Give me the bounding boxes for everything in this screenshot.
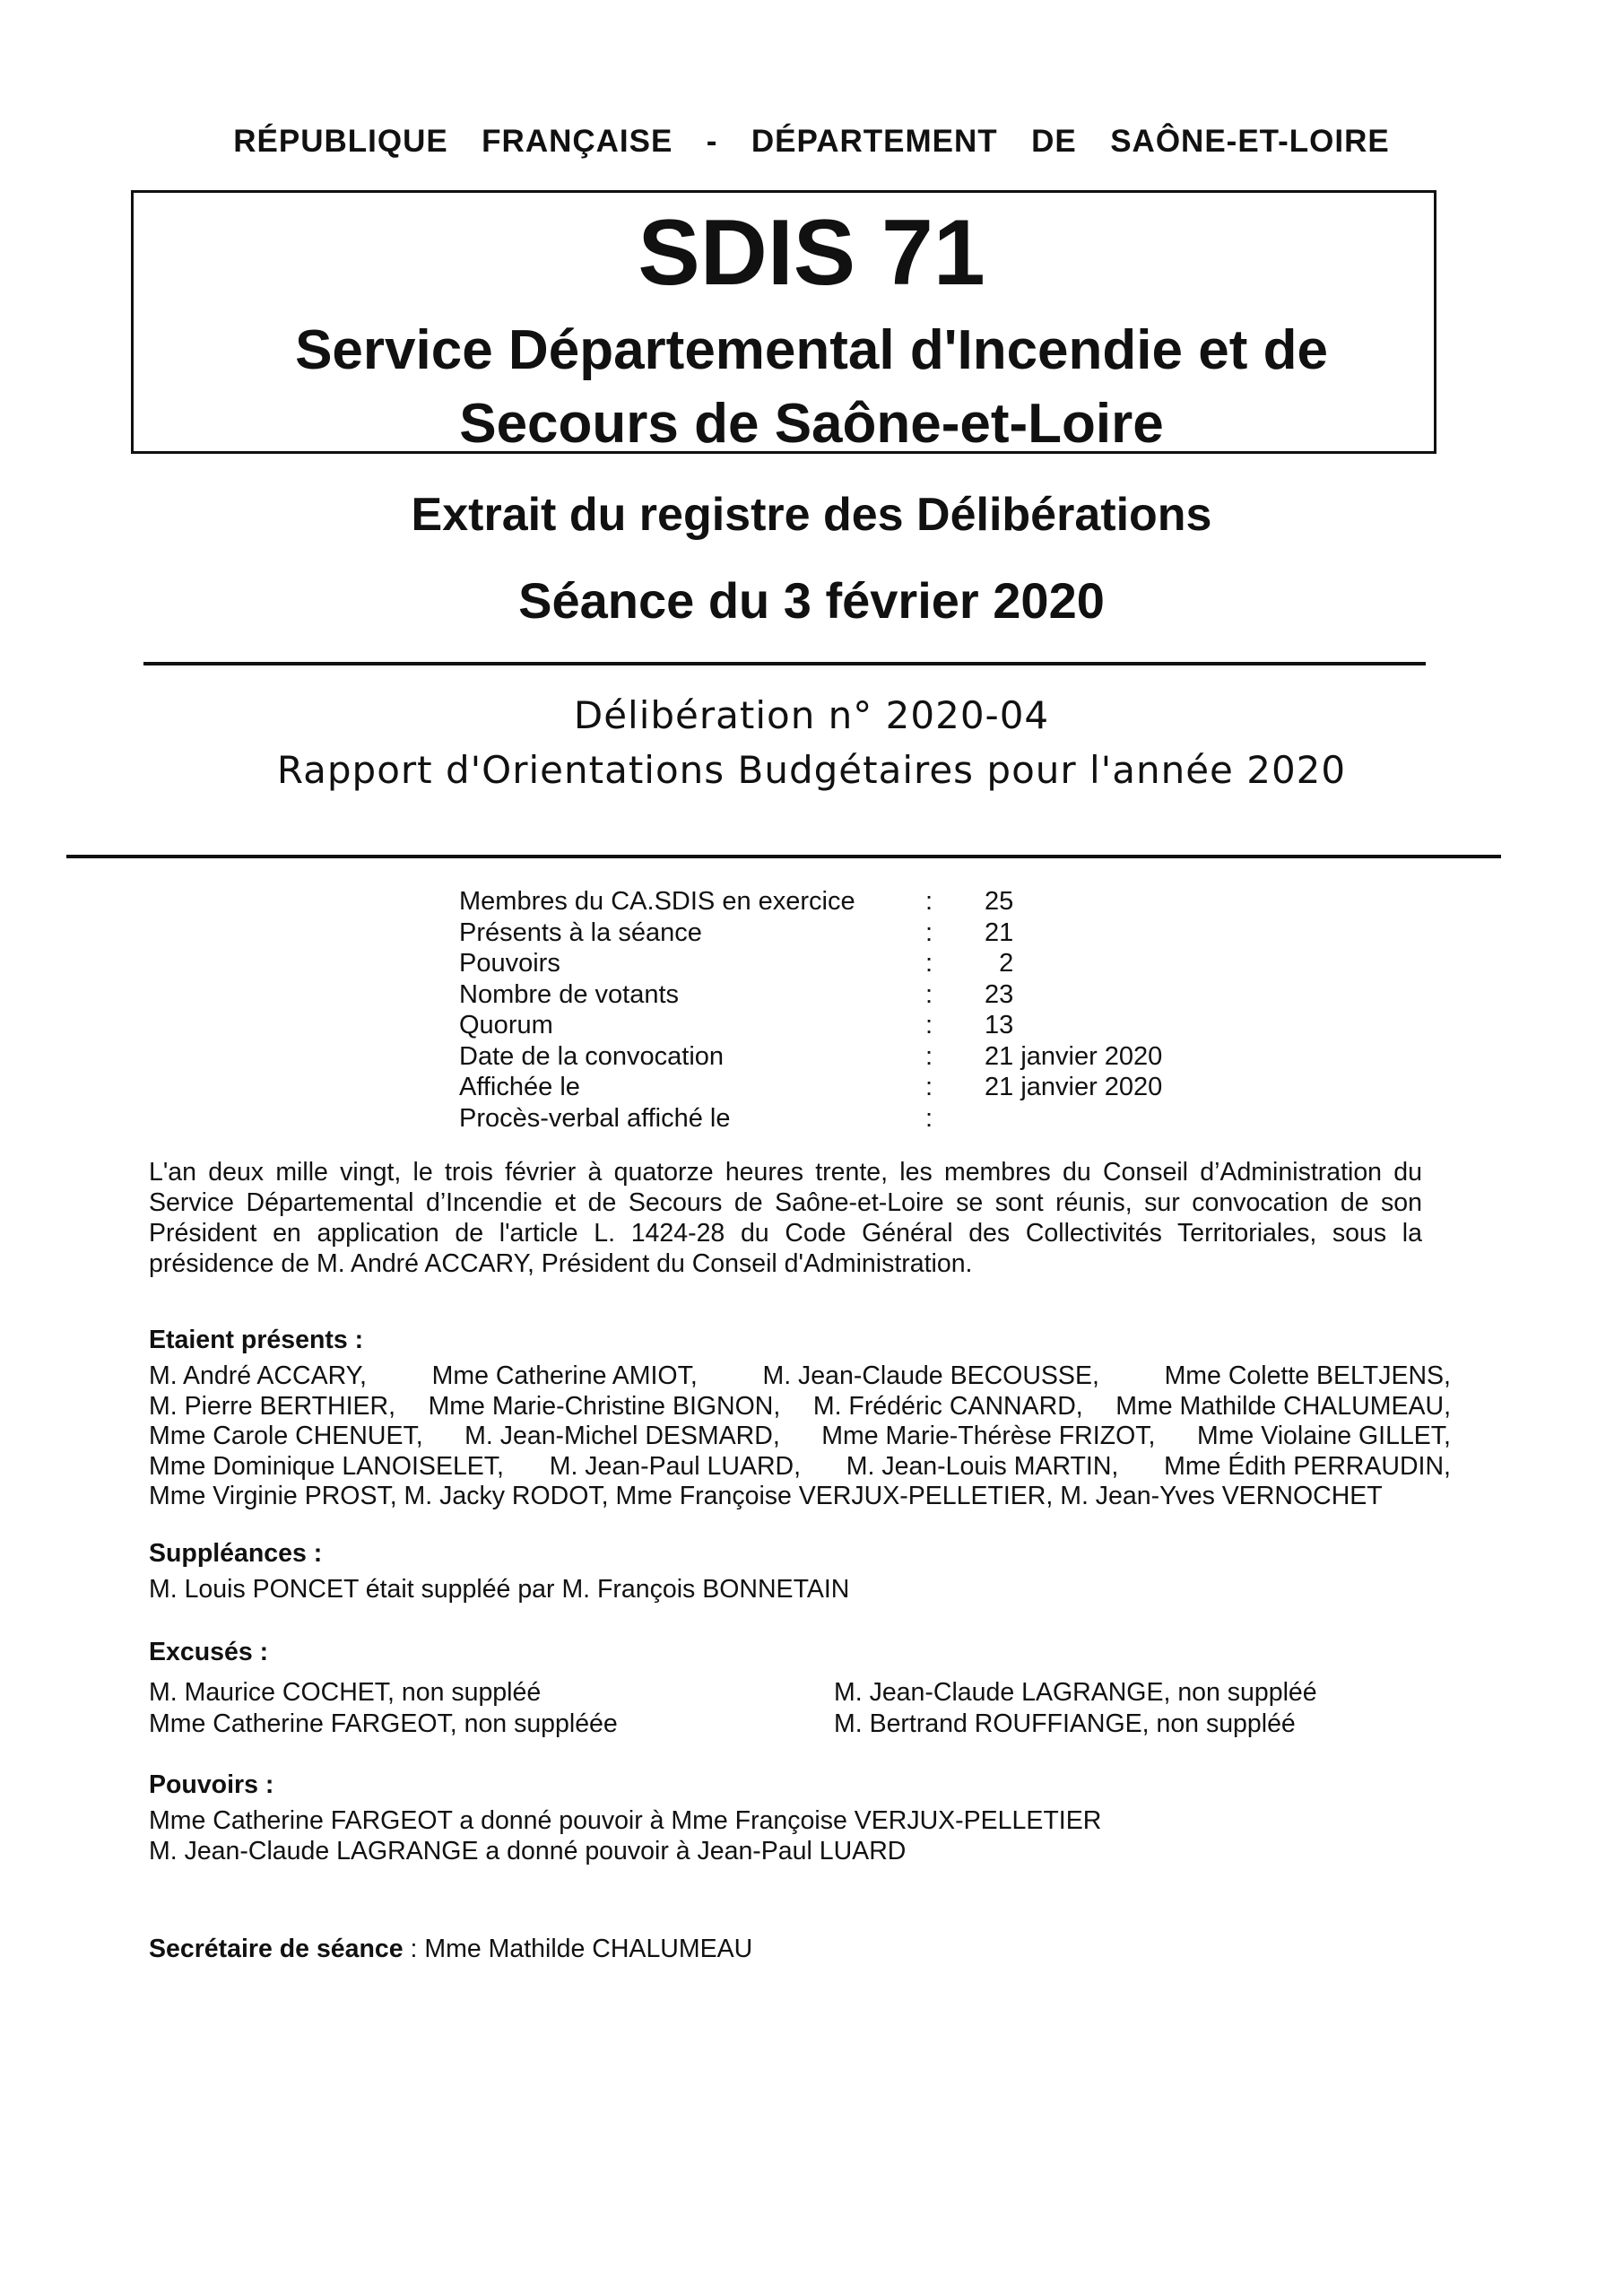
stat-colon: :: [925, 1011, 933, 1039]
secretary-label: Secrétaire de séance: [149, 1935, 404, 1963]
republic-header: RÉPUBLIQUE FRANÇAISE - DÉPARTEMENT DE SAÔNE-ET-LOIRE: [233, 124, 1390, 159]
member-name: M. Jean-Claude BECOUSSE,: [762, 1361, 1099, 1390]
organization-name-line-2: Secours de Saône-et-Loire: [459, 393, 1164, 455]
stat-label: Nombre de votants: [459, 979, 680, 1009]
excused-list-right: [834, 1677, 1317, 1740]
proxies-heading: Pouvoirs :: [149, 1770, 274, 1799]
stat-value: 21 janvier 2020: [985, 1073, 1163, 1101]
member-name: M. André ACCARY,: [149, 1361, 367, 1390]
intro-paragraph: [149, 1157, 1422, 1279]
excused-member: M. Bertrand ROUFFIANGE, non suppléé: [834, 1709, 1296, 1738]
stat-value: 13: [985, 1011, 1014, 1039]
excused-member: M. Jean-Claude LAGRANGE, non suppléé: [834, 1678, 1317, 1707]
member-name: Mme Violaine GILLET,: [1196, 1422, 1451, 1450]
excused-member: Mme Catherine FARGEOT, non suppléée: [149, 1709, 618, 1738]
stat-label: Pouvoirs: [459, 949, 560, 978]
stat-value: 2: [985, 949, 1014, 978]
present-line: [149, 1452, 1451, 1483]
member-names: Mme Virginie PROST, M. Jacky RODOT, Mme Françoise VERJUX-PELLETIER, M. Jean-Yves VERNOCHET: [149, 1482, 1383, 1510]
stat-label: Présents à la séance: [459, 918, 702, 947]
member-name: Mme Marie-Christine BIGNON,: [428, 1391, 781, 1421]
stat-colon: :: [925, 887, 933, 916]
proxy-line: M. Jean-Claude LAGRANGE a donné pouvoir à Jean-Paul LUARD: [149, 1837, 907, 1866]
deliberation-number: Délibération n° 2020-04: [573, 693, 1050, 737]
member-name: Mme Carole CHENUET,: [149, 1422, 423, 1450]
member-name: M. Jean-Michel DESMARD,: [464, 1422, 780, 1450]
stat-label: Quorum: [459, 1011, 553, 1039]
member-name: M. Pierre BERTHIER,: [149, 1391, 396, 1421]
substitutions-heading: Suppléances :: [149, 1539, 323, 1568]
stat-colon: :: [925, 918, 933, 947]
stat-colon: :: [925, 1073, 933, 1101]
member-name: Mme Mathilde CHALUMEAU,: [1115, 1391, 1451, 1421]
divider-top: [143, 662, 1426, 665]
member-name: Mme Marie-Thérèse FRIZOT,: [821, 1422, 1156, 1450]
stat-colon: :: [925, 949, 933, 978]
member-name: Mme Dominique LANOISELET,: [149, 1451, 504, 1481]
organization-name-line-1: Service Départemental d'Incendie et de: [295, 319, 1328, 381]
stat-label: Date de la convocation: [459, 1041, 725, 1071]
substitution-text: M. Louis PONCET était suppléé par M. François BONNETAIN: [149, 1575, 850, 1604]
stat-value: 23: [985, 979, 1014, 1009]
present-line: [149, 1392, 1451, 1422]
register-extract-title: Extrait du registre des Délibérations: [411, 489, 1212, 541]
stat-value: 25: [985, 887, 1014, 916]
present-line: [149, 1482, 1451, 1512]
present-heading: Etaient présents :: [149, 1326, 364, 1354]
present-line: [149, 1361, 1451, 1392]
proxy-line: Mme Catherine FARGEOT a donné pouvoir à Mme Françoise VERJUX-PELLETIER: [149, 1806, 1102, 1835]
stat-label: Affichée le: [459, 1073, 580, 1101]
organization-name: [0, 314, 1623, 461]
member-name: Mme Colette BELTJENS,: [1164, 1361, 1451, 1390]
session-secretary: [149, 1935, 752, 1964]
stat-label: Membres du CA.SDIS en exercice: [459, 887, 855, 916]
stat-colon: :: [925, 1041, 933, 1071]
member-name: M. Jean-Paul LUARD,: [549, 1451, 802, 1481]
intro-text: L'an deux mille vingt, le trois février à quatorze heures trente, les membres du Conseil d’Administration du Service Départemental d’Incendie et de Secours de Saône-et-Loire se sont réunis, sur convocation de son Président en application de l'article L. 1424-28 du Code Général des Collectivités Territoriales, sous la: [149, 1158, 1422, 1248]
secretary-separator: :: [403, 1935, 425, 1963]
present-members-list: [149, 1361, 1451, 1512]
intro-last-line: présidence de M. André ACCARY, Président du Conseil d'Administration.: [149, 1249, 973, 1278]
divider-bottom: [66, 855, 1501, 858]
excused-member: M. Maurice COCHET, non suppléé: [149, 1678, 542, 1707]
stat-value: 21 janvier 2020: [985, 1041, 1163, 1071]
member-name: M. Jean-Louis MARTIN,: [846, 1451, 1119, 1481]
session-date: Séance du 3 février 2020: [518, 572, 1105, 629]
member-name: Mme Catherine AMIOT,: [431, 1361, 698, 1390]
secretary-name: Mme Mathilde CHALUMEAU: [424, 1935, 753, 1963]
excused-heading: Excusés :: [149, 1638, 269, 1666]
member-name: Mme Édith PERRAUDIN,: [1164, 1451, 1451, 1481]
member-name: M. Frédéric CANNARD,: [812, 1391, 1083, 1421]
deliberation-title: Rapport d'Orientations Budgétaires pour l'année 2020: [276, 748, 1347, 792]
excused-list-left: [149, 1677, 618, 1740]
stat-colon: :: [925, 1103, 933, 1133]
stat-colon: :: [925, 979, 933, 1009]
present-line: [149, 1422, 1451, 1452]
organization-acronym: SDIS 71: [638, 201, 985, 305]
stat-label: Procès-verbal affiché le: [459, 1103, 731, 1133]
stat-value: 21: [985, 918, 1014, 947]
